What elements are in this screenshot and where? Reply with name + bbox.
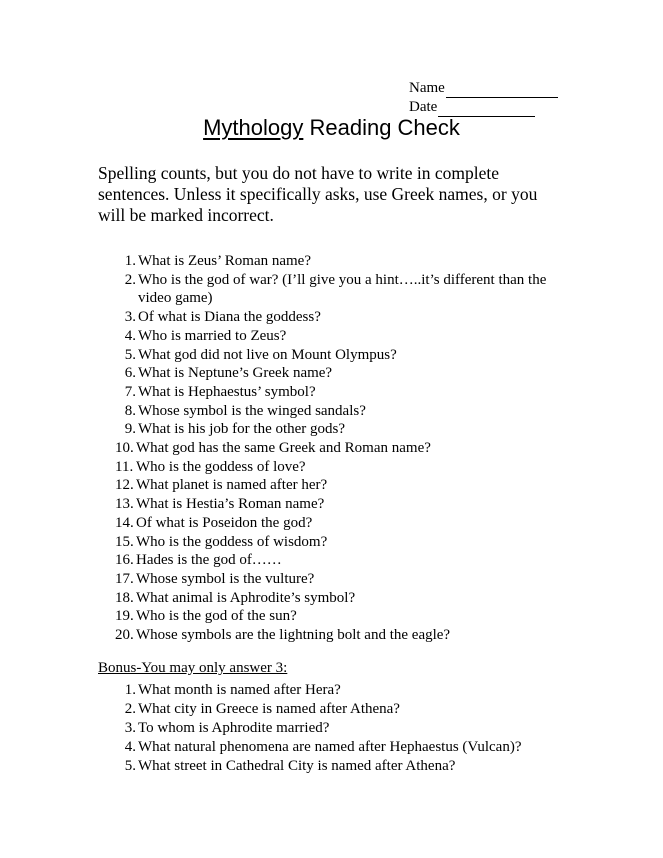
question-text: Whose symbol is the vulture? — [136, 570, 315, 587]
bonus-question-item — [98, 757, 578, 776]
question-item — [98, 271, 568, 308]
question-number: 14. — [115, 514, 134, 531]
bonus-question-text: What month is named after Hera? — [138, 682, 341, 698]
question-number: 7. — [124, 383, 136, 400]
question-item — [98, 458, 568, 477]
question-item — [98, 364, 568, 383]
question-number: 6. — [124, 365, 136, 382]
question-list — [98, 252, 568, 645]
question-text: What is Hestia’s Roman name? — [136, 496, 325, 513]
bonus-question-text: What street in Cathedral City is named after Athena? — [138, 758, 456, 774]
question-text: Hades is the god of…… — [136, 552, 282, 569]
question-item — [98, 495, 568, 514]
question-item — [98, 514, 568, 533]
bonus-question-text: To whom is Aphrodite married? — [138, 720, 330, 736]
question-text: Of what is Diana the goddess? — [138, 309, 321, 326]
question-number: 19. — [115, 608, 134, 625]
question-text: What is Hephaestus’ symbol? — [138, 383, 316, 400]
question-text: Who is the goddess of wisdom? — [136, 533, 328, 550]
question-item — [98, 402, 568, 421]
question-text: What animal is Aphrodite’s symbol? — [136, 589, 356, 606]
bonus-question-list — [98, 681, 578, 776]
question-text: Who is the goddess of love? — [136, 458, 306, 475]
question-item — [98, 626, 568, 645]
question-item — [98, 607, 568, 626]
bonus-question-item — [98, 681, 578, 700]
question-text: What planet is named after her? — [136, 477, 328, 494]
question-number: 18. — [115, 589, 134, 606]
question-number: 9. — [124, 421, 136, 438]
question-text: Who is the god of war? (I’ll give you a hint…..it’s different than the video game) — [138, 271, 547, 307]
question-text: What is his job for the other gods? — [138, 421, 346, 438]
question-item — [98, 570, 568, 589]
bonus-question-number: 1. — [124, 682, 136, 698]
question-text: What god did not live on Mount Olympus? — [138, 346, 397, 363]
bonus-question-text: What city in Greece is named after Athena? — [138, 701, 400, 717]
question-number: 1. — [124, 253, 136, 269]
question-text: Who is the god of the sun? — [136, 608, 297, 625]
question-item — [98, 439, 568, 458]
question-item — [98, 476, 568, 495]
question-number: 3. — [124, 309, 136, 326]
question-text: Whose symbols are the lightning bolt and the eagle? — [136, 627, 451, 644]
title-rest: Reading Check — [303, 115, 460, 140]
question-number: 12. — [115, 477, 134, 494]
title-mythology: Mythology — [203, 115, 304, 140]
bonus-question-number: 4. — [124, 739, 136, 755]
question-number: 15. — [115, 533, 134, 550]
instructions: Spelling counts, but you do not have to write in complete sentences. Unless it specifically asks, use Greek names, or you will be marked incorrect. — [98, 163, 538, 225]
question-text: Of what is Poseidon the god? — [136, 514, 313, 531]
question-item — [98, 383, 568, 402]
question-item — [98, 533, 568, 552]
name-row — [409, 79, 558, 98]
bonus-heading: Bonus-You may only answer 3: — [98, 660, 288, 676]
question-number: 4. — [124, 327, 136, 344]
name-label: Name — [409, 80, 445, 96]
question-number: 5. — [124, 346, 136, 363]
bonus-question-item — [98, 700, 578, 719]
question-number: 16. — [115, 552, 134, 569]
bonus-question-item — [98, 738, 578, 757]
question-number: 13. — [115, 496, 134, 513]
name-blank[interactable] — [446, 83, 558, 98]
date-label: Date — [409, 99, 438, 115]
question-number: 10. — [115, 440, 134, 457]
question-item — [98, 327, 568, 346]
bonus-question-item — [98, 719, 578, 738]
question-text: Whose symbol is the winged sandals? — [138, 402, 366, 419]
question-item — [98, 346, 568, 365]
page-title — [0, 115, 663, 141]
bonus-question-text: What natural phenomena are named after Hephaestus (Vulcan)? — [138, 739, 522, 755]
question-item — [98, 551, 568, 570]
question-number: 17. — [115, 570, 134, 587]
question-number: 2. — [124, 271, 136, 288]
question-text: What is Neptune’s Greek name? — [138, 365, 333, 382]
bonus-question-number: 2. — [124, 701, 136, 717]
question-item — [98, 308, 568, 327]
question-item — [98, 252, 568, 271]
bonus-question-number: 3. — [124, 720, 136, 736]
question-text: What is Zeus’ Roman name? — [138, 253, 311, 269]
question-item — [98, 420, 568, 439]
name-date-block — [409, 79, 558, 117]
question-number: 8. — [124, 402, 136, 419]
question-text: Who is married to Zeus? — [138, 327, 287, 344]
question-number: 11. — [115, 458, 134, 475]
question-item — [98, 589, 568, 608]
bonus-question-number: 5. — [124, 758, 136, 774]
question-text: What god has the same Greek and Roman name? — [136, 440, 431, 457]
question-number: 20. — [115, 627, 134, 644]
